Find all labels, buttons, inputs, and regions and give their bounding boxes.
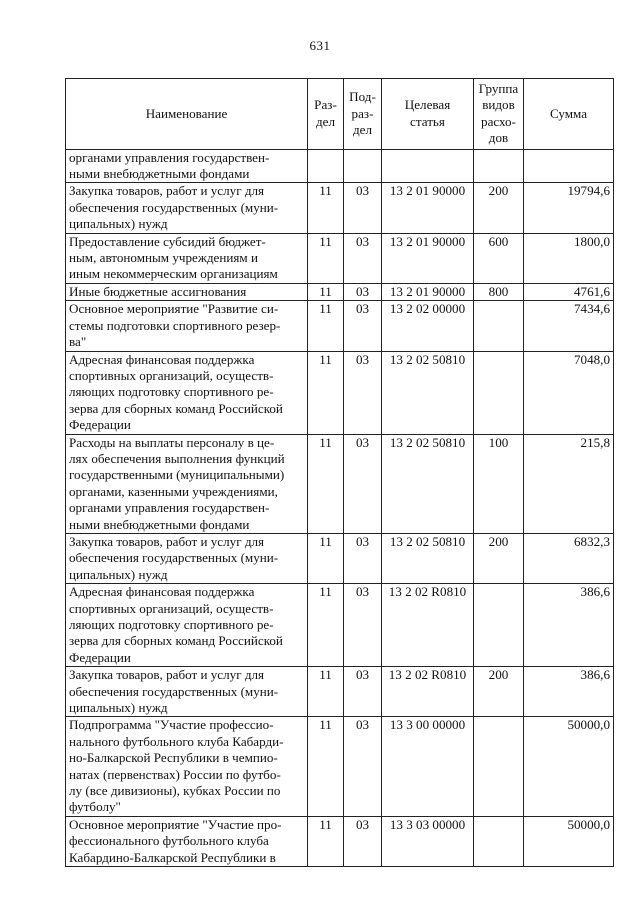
cell-amount: 6832,3 (524, 533, 614, 583)
cell-name: Основное мероприятие "Участие про- фессионального футбольного клуба Кабардино-Балкарской Республики в (66, 816, 308, 866)
cell-target-article (382, 149, 474, 183)
cell-section (308, 149, 344, 183)
cell-amount: 19794,6 (524, 183, 614, 233)
cell-section: 11 (308, 183, 344, 233)
cell-section: 11 (308, 351, 344, 434)
cell-expense-group (474, 584, 524, 667)
cell-name: Адресная финансовая поддержка спортивных организаций, осуществ- ляющих подготовку спортивного ре- зерва для сборных команд Российской Федерации (66, 584, 308, 667)
cell-name: органами управления государствен- ными внебюджетными фондами (66, 149, 308, 183)
header-target-article: Целевая статья (382, 79, 474, 150)
cell-subsection: 03 (344, 283, 382, 300)
table-row (66, 667, 614, 717)
table-row (66, 301, 614, 351)
cell-section: 11 (308, 283, 344, 300)
cell-subsection: 03 (344, 533, 382, 583)
table-row (66, 183, 614, 233)
cell-expense-group: 200 (474, 533, 524, 583)
cell-expense-group: 800 (474, 283, 524, 300)
table-row (66, 283, 614, 300)
cell-name: Закупка товаров, работ и услуг для обеспечения государственных (муни- ципальных) нужд (66, 533, 308, 583)
cell-section: 11 (308, 301, 344, 351)
cell-name: Основное мероприятие "Развитие си- стемы подготовки спортивного резер- ва" (66, 301, 308, 351)
cell-subsection (344, 149, 382, 183)
table-body (66, 149, 614, 866)
cell-section: 11 (308, 233, 344, 283)
table-row (66, 816, 614, 866)
cell-expense-group (474, 351, 524, 434)
cell-amount: 386,6 (524, 667, 614, 717)
header-expense-group: Группа видов расхо- дов (474, 79, 524, 150)
cell-expense-group: 100 (474, 434, 524, 533)
cell-expense-group (474, 717, 524, 816)
cell-section: 11 (308, 816, 344, 866)
cell-subsection: 03 (344, 667, 382, 717)
header-name: Наименование (66, 79, 308, 150)
cell-name: Иные бюджетные ассигнования (66, 283, 308, 300)
cell-amount: 215,8 (524, 434, 614, 533)
budget-table (65, 78, 614, 867)
cell-target-article: 13 2 02 R0810 (382, 584, 474, 667)
cell-target-article: 13 2 02 50810 (382, 434, 474, 533)
table-row (66, 351, 614, 434)
cell-subsection: 03 (344, 233, 382, 283)
cell-target-article: 13 2 02 R0810 (382, 667, 474, 717)
cell-amount: 50000,0 (524, 816, 614, 866)
cell-amount: 7048,0 (524, 351, 614, 434)
cell-subsection: 03 (344, 183, 382, 233)
cell-amount: 1800,0 (524, 233, 614, 283)
cell-subsection: 03 (344, 717, 382, 816)
table-row (66, 584, 614, 667)
cell-section: 11 (308, 717, 344, 816)
cell-subsection: 03 (344, 301, 382, 351)
cell-name: Расходы на выплаты персоналу в це- лях обеспечения выполнения функций государственными (муниципальными) органами, казенными учреждениями, органами управления государствен- ными внебюджетными фондами (66, 434, 308, 533)
header-section: Раз- дел (308, 79, 344, 150)
cell-amount (524, 149, 614, 183)
cell-target-article: 13 3 03 00000 (382, 816, 474, 866)
cell-expense-group: 200 (474, 183, 524, 233)
cell-target-article: 13 2 01 90000 (382, 183, 474, 233)
table-header-row (66, 79, 614, 150)
cell-name: Предоставление субсидий бюджет- ным, автономным учреждениям и иным некоммерческим организациям (66, 233, 308, 283)
cell-target-article: 13 2 01 90000 (382, 233, 474, 283)
cell-target-article: 13 2 01 90000 (382, 283, 474, 300)
cell-section: 11 (308, 584, 344, 667)
header-subsection: Под- раз- дел (344, 79, 382, 150)
cell-subsection: 03 (344, 584, 382, 667)
cell-expense-group (474, 301, 524, 351)
cell-amount: 386,6 (524, 584, 614, 667)
cell-section: 11 (308, 434, 344, 533)
cell-amount: 7434,6 (524, 301, 614, 351)
table-row (66, 434, 614, 533)
cell-target-article: 13 2 02 50810 (382, 533, 474, 583)
cell-target-article: 13 2 02 00000 (382, 301, 474, 351)
cell-name: Адресная финансовая поддержка спортивных организаций, осуществ- ляющих подготовку спортивного ре- зерва для сборных команд Российской Федерации (66, 351, 308, 434)
table-row (66, 149, 614, 183)
page-number: 631 (309, 38, 331, 53)
cell-subsection: 03 (344, 434, 382, 533)
cell-section: 11 (308, 667, 344, 717)
table-row (66, 533, 614, 583)
header-amount: Сумма (524, 79, 614, 150)
table-row (66, 233, 614, 283)
table-row (66, 717, 614, 816)
cell-target-article: 13 3 00 00000 (382, 717, 474, 816)
cell-section: 11 (308, 533, 344, 583)
cell-expense-group: 200 (474, 667, 524, 717)
cell-subsection: 03 (344, 351, 382, 434)
cell-amount: 50000,0 (524, 717, 614, 816)
cell-expense-group (474, 816, 524, 866)
cell-name: Закупка товаров, работ и услуг для обеспечения государственных (муни- ципальных) нужд (66, 667, 308, 717)
cell-name: Закупка товаров, работ и услуг для обеспечения государственных (муни- ципальных) нужд (66, 183, 308, 233)
cell-name: Подпрограмма "Участие профессио- нального футбольного клуба Кабарди- но-Балкарской Республики в чемпио- натах (первенствах) России по футбо- лу (все дивизионы), кубках России по футболу" (66, 717, 308, 816)
cell-expense-group (474, 149, 524, 183)
cell-target-article: 13 2 02 50810 (382, 351, 474, 434)
cell-expense-group: 600 (474, 233, 524, 283)
cell-subsection: 03 (344, 816, 382, 866)
cell-amount: 4761,6 (524, 283, 614, 300)
